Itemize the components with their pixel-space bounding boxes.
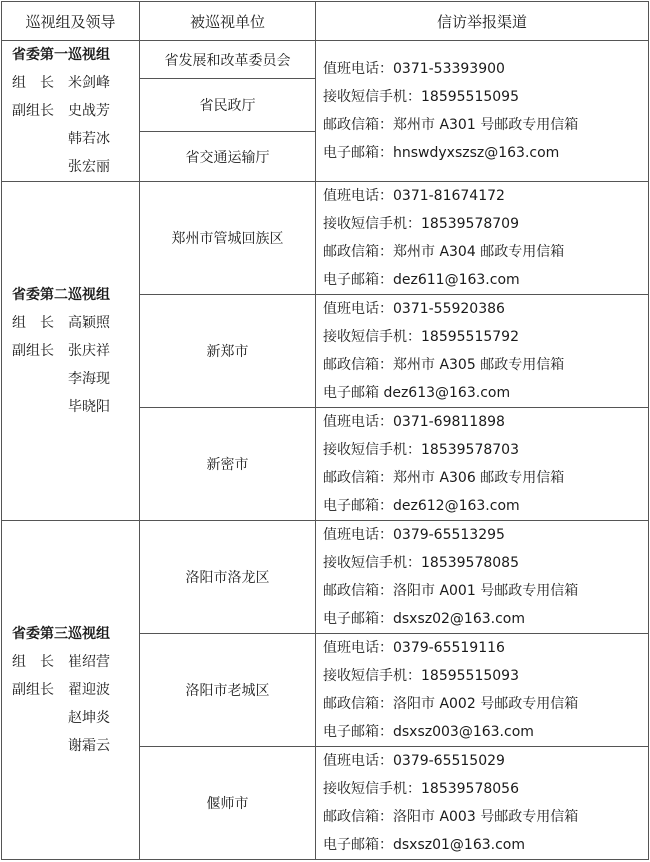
header-report-channels: 信访举报渠道 <box>316 2 649 41</box>
unit-contact <box>316 295 649 408</box>
group-name: 省委第三巡视组 <box>12 626 110 642</box>
group-member: 韩若冰 <box>12 131 110 147</box>
contact-phone: 值班电话：0379-65513295 <box>323 527 505 543</box>
unit-contact <box>316 521 649 634</box>
group-1-contact <box>316 41 649 182</box>
unit-name: 新郑市 <box>140 295 316 408</box>
contact-email: 电子邮箱 dez613@163.com <box>323 385 511 401</box>
contact-mail: 邮政信箱：洛阳市 A003 号邮政专用信箱 <box>323 809 579 825</box>
contact-phone: 值班电话：0379-65515029 <box>323 753 505 769</box>
header-inspected-unit: 被巡视单位 <box>140 2 316 41</box>
contact-phone: 值班电话：0371-53393900 <box>323 61 505 77</box>
group-name: 省委第一巡视组 <box>12 47 110 63</box>
group-member: 副组长 张庆祥 <box>12 343 110 359</box>
contact-mail: 邮政信箱：郑州市 A305 邮政专用信箱 <box>323 357 565 373</box>
contact-mail: 邮政信箱：郑州市 A306 邮政专用信箱 <box>323 470 565 486</box>
group-member: 谢霜云 <box>12 738 110 754</box>
contact-email: 电子邮箱：dsxsz003@163.com <box>323 724 534 740</box>
contact-sms: 接收短信手机：18595515792 <box>323 329 519 345</box>
unit-contact <box>316 634 649 747</box>
group-name: 省委第二巡视组 <box>12 287 110 303</box>
table-row <box>2 41 649 79</box>
contact-phone: 值班电话：0379-65519116 <box>323 640 505 656</box>
unit-name: 省发展和改革委员会 <box>140 41 316 79</box>
unit-contact <box>316 747 649 860</box>
group-member: 组 长 米剑峰 <box>12 75 110 91</box>
header-group-leaders: 巡视组及领导 <box>2 2 140 41</box>
contact-mail: 邮政信箱：郑州市 A301 号邮政专用信箱 <box>323 117 579 133</box>
unit-name: 偃师市 <box>140 747 316 860</box>
unit-contact <box>316 182 649 295</box>
contact-email: 电子邮箱：dez612@163.com <box>323 498 520 514</box>
group-member: 毕晓阳 <box>12 399 110 415</box>
contact-sms: 接收短信手机：18539578056 <box>323 781 519 797</box>
contact-email: 电子邮箱：hnswdyxszsz@163.com <box>323 145 560 161</box>
group-member: 李海现 <box>12 371 110 387</box>
table-row <box>2 182 649 295</box>
group-3-leaders <box>2 521 140 860</box>
contact-email: 电子邮箱：dsxsz02@163.com <box>323 611 525 627</box>
unit-name: 洛阳市洛龙区 <box>140 521 316 634</box>
contact-mail: 邮政信箱：洛阳市 A002 号邮政专用信箱 <box>323 696 579 712</box>
group-member: 张宏丽 <box>12 159 110 175</box>
contact-sms: 接收短信手机：18595515095 <box>323 89 519 105</box>
contact-phone: 值班电话：0371-55920386 <box>323 301 505 317</box>
contact-sms: 接收短信手机：18539578709 <box>323 216 519 232</box>
contact-phone: 值班电话：0371-69811898 <box>323 414 505 430</box>
table-row <box>2 521 649 634</box>
contact-mail: 邮政信箱：洛阳市 A001 号邮政专用信箱 <box>323 583 579 599</box>
group-2-leaders <box>2 182 140 521</box>
group-member: 副组长 史战芳 <box>12 103 110 119</box>
contact-email: 电子邮箱：dez611@163.com <box>323 272 520 288</box>
contact-email: 电子邮箱：dsxsz01@163.com <box>323 837 525 853</box>
unit-name: 省交通运输厅 <box>140 132 316 182</box>
unit-contact <box>316 408 649 521</box>
inspection-table <box>1 1 649 860</box>
unit-name: 新密市 <box>140 408 316 521</box>
table-header-row <box>2 2 649 41</box>
group-member: 副组长 翟迎波 <box>12 682 110 698</box>
contact-sms: 接收短信手机：18539578703 <box>323 442 519 458</box>
contact-sms: 接收短信手机：18539578085 <box>323 555 519 571</box>
group-member: 组 长 高颖照 <box>12 315 110 331</box>
group-member: 组 长 崔绍营 <box>12 654 110 670</box>
contact-phone: 值班电话：0371-81674172 <box>323 188 505 204</box>
unit-name: 省民政厅 <box>140 79 316 132</box>
group-1-leaders <box>2 41 140 182</box>
unit-name: 洛阳市老城区 <box>140 634 316 747</box>
contact-sms: 接收短信手机：18595515093 <box>323 668 519 684</box>
unit-name: 郑州市管城回族区 <box>140 182 316 295</box>
contact-mail: 邮政信箱：郑州市 A304 邮政专用信箱 <box>323 244 565 260</box>
group-member: 赵坤炎 <box>12 710 110 726</box>
